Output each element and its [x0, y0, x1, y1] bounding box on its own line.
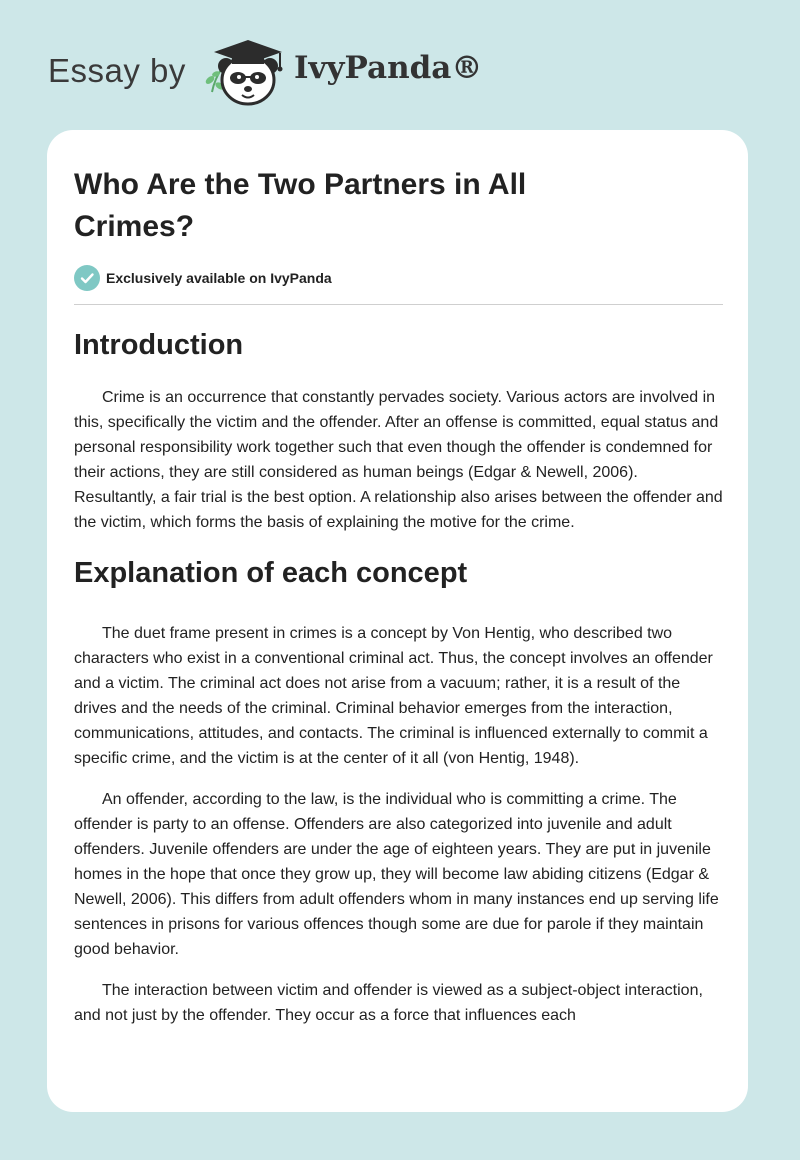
section-heading: Introduction	[74, 329, 244, 361]
essay-content	[74, 164, 723, 1028]
divider	[74, 304, 723, 305]
essay-card	[47, 130, 748, 1112]
site-header	[48, 34, 508, 114]
section-heading: Explanation of each concept	[74, 557, 468, 589]
section-explanation	[74, 553, 723, 1028]
panda-graduate-icon[interactable]	[200, 34, 296, 110]
paragraph: An offender, according to the law, is the individual who is committing a crime. The offender is party to an offense. Offenders are also categorized into juvenile and adult offenders. Juvenile offenders are under the age of eighteen years. They are put in juvenile homes in the hope that once they grow up, they will become law abiding citizens (Edgar & Newell, 2006). This differs from adult offenders whom in many instances end up serving life sentences in prisons for various offences though some are due for parole if they maintain good behavior.	[74, 791, 719, 958]
brand-prefix: Essay by	[48, 52, 186, 89]
essay-title: Who Are the Two Partners in All Crimes?	[74, 168, 527, 243]
check-circle-icon	[74, 265, 100, 291]
brand-name[interactable]: IvyPanda®	[294, 50, 483, 86]
section-introduction	[74, 325, 723, 535]
paragraph: The duet frame present in crimes is a concept by Von Hentig, who described two characters who exist in a conventional criminal act. Thus, the concept involves an offender and a victim. The criminal act does not arise from a vacuum; rather, it is a result of the drives and the needs of the criminal. Criminal behavior emerges from the interaction, communications, attitudes, and contacts. The criminal is influenced externally to commit a specific crime, and the victim is at the center of it all (von Hentig, 1948).	[74, 625, 713, 767]
paragraph: The interaction between victim and offender is viewed as a subject-object interaction, and not just by the offender. They occur as a force that influences each	[74, 982, 703, 1024]
paragraph: Crime is an occurrence that constantly pervades society. Various actors are involved in this, specifically the victim and the offender. After an offense is committed, equal status and personal responsibility work together such that even though the offender is condemned for their actions, they are still considered as human beings (Edgar & Newell, 2006). Resultantly, a fair trial is the best option. A relationship also arises between the offender and the victim, which forms the basis of explaining the motive for the crime.	[74, 389, 723, 531]
exclusive-badge	[74, 264, 723, 292]
exclusive-badge-text: Exclusively available on IvyPanda	[106, 270, 332, 286]
